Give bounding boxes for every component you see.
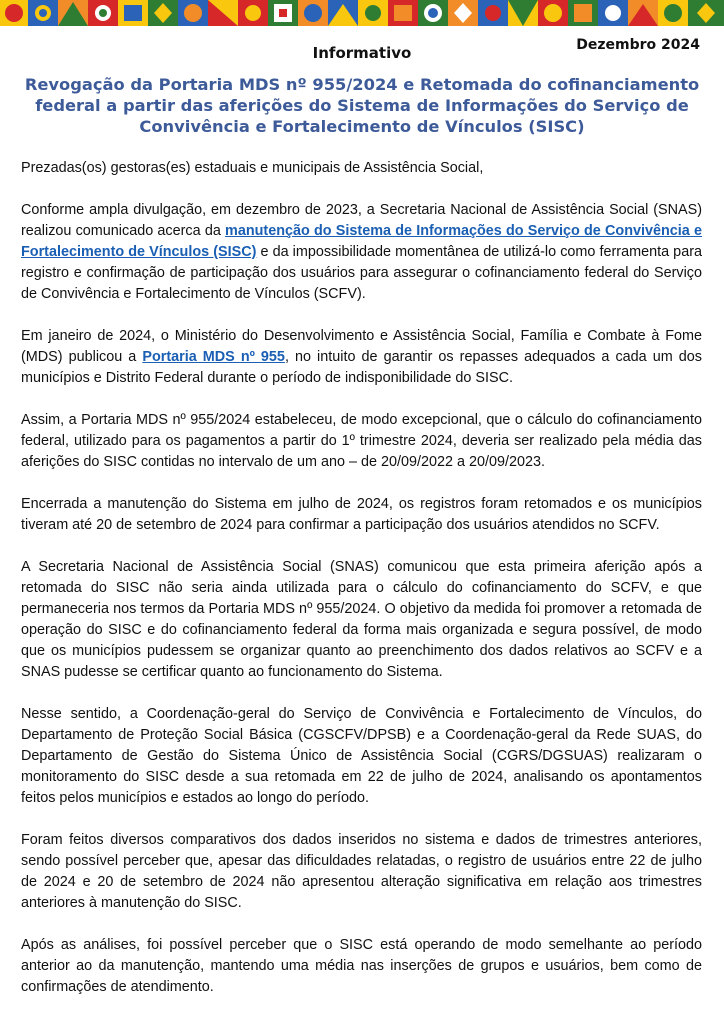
paragraph-text: , no intuito de garantir os repasses adequados a cada um dos municípios e Distrito Federal durante o período de indisponibilidade do SISC. [21,349,702,386]
document-body [21,158,702,1019]
paragraph-analysis: Após as análises, foi possível perceber que o SISC está operando de modo semelhante ao período anterior ao da manutenção, mantendo uma média nas inserções de grupos e usuários, bem como de confirmações de atendimento. [21,937,702,995]
paragraph-comparisons: Foram feitos diversos comparativos dos dados inseridos no sistema e dados de trimestres anteriores, sendo possível perceber que, apesar das dificuldades relatadas, o registro de usuários entre 22 de julho de 2024 e 20 de setembro de 2024 não apresentou alteração significativa em relação aos trimestres anteriores à manutenção do SISC. [21,832,702,911]
sisc-maintenance-link[interactable]: manutenção do Sistema de Informações do Serviço de Convivência e Fortalecimento de Vínculos (SISC) [21,223,703,260]
paragraph-snas-communication: A Secretaria Nacional de Assistência Social (SNAS) comunicou que esta primeira aferição após a retomada do SISC não seria ainda utilizada para o cálculo do cofinanciamento do SCFV, e que permaneceria nos termos da Portaria MDS nº 955/2024. O objetivo da medida foi promover a retomada de operação do SISC e do cofinanciamento federal da forma mais organizada e segura possível, de modo que os municípios pudessem se organizar quanto ao preenchimento dos dados relativos ao SCFV e a SNAS pudesse se certificar quanto ao funcionamento do Sistema. [21,559,702,680]
paragraph-text: e da impossibilidade momentânea de utilizá-lo como ferramenta para registro e confirmação de participação dos usuários para assegurar o cofinanciamento federal do Serviço de Convivência e Fortalecimento de Vínculos (SCFV). [21,244,702,302]
pattern-graphic [0,0,724,26]
paragraph-ordinance [21,326,702,389]
page-title: Revogação da Portaria MDS nº 955/2024 e Retomada do cofinanciamento federal a partir das aferições do Sistema de Informações do Serviço de Convivência e Fortalecimento de Vínculos (SISC) [24,75,700,136]
decorative-banner [0,0,724,26]
document-date: Dezembro 2024 [576,37,700,53]
paragraph-monitoring: Nesse sentido, a Coordenação-geral do Serviço de Convivência e Fortalecimento de Vínculos, do Departamento de Proteção Social Básica (CGSCFV/DPSB) e a Coordenação-geral da Rede SUAS, do Departamento de Gestão do Sistema Único de Assistência Social (CGRS/DGSUAS) realizaram o monitoramento do SISC desde a sua retomada em 22 de julho de 2024, analisando os apontamentos feitos pelos municípios e estados ao longo do período. [21,706,702,806]
document-kind: Informativo [312,44,412,62]
paragraph-announcement [21,200,702,305]
paragraph-text: Em janeiro de 2024, o Ministério do Desenvolvimento e Assistência Social, Família e Combate à Fome (MDS) publicou a [21,328,702,365]
greeting-paragraph: Prezadas(os) gestoras(es) estaduais e municipais de Assistência Social, [21,160,484,176]
paragraph-calculation: Assim, a Portaria MDS nº 955/2024 estabeleceu, de modo excepcional, que o cálculo do cofinanciamento federal, utilizado para os pagamentos a partir do 1º trimestre 2024, deveria ser realizado pela média das aferições do SISC contidas no intervalo de um ano – de 20/09/2022 a 20/09/2023. [21,412,702,470]
paragraph-text: Conforme ampla divulgação, em dezembro de 2023, a Secretaria Nacional de Assistência Social (SNAS) realizou comunicado acerca da [21,202,702,239]
portaria-955-link[interactable]: Portaria MDS nº 955 [142,349,285,365]
paragraph-resumption: Encerrada a manutenção do Sistema em julho de 2024, os registros foram retomados e os municípios tiveram até 20 de setembro de 2024 para confirmar a participação dos usuários atendidos no SCFV. [21,496,702,533]
